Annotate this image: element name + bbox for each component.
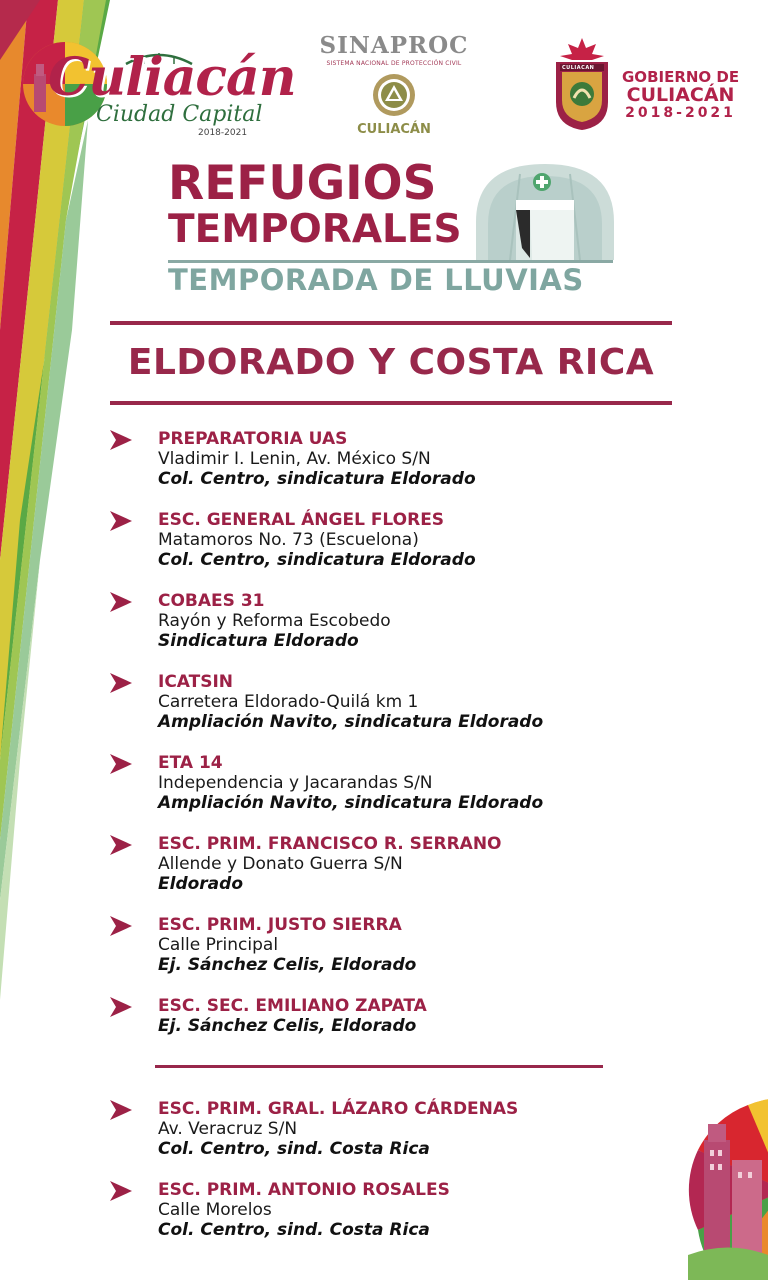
shelter-address: Allende y Donato Guerra S/N xyxy=(158,854,403,874)
chevron-right-icon xyxy=(110,997,132,1017)
shelter-name: PREPARATORIA UAS xyxy=(158,429,348,449)
shelter-item xyxy=(110,591,710,653)
shelter-colony: Eldorado xyxy=(158,874,243,894)
shelter-address: Rayón y Reforma Escobedo xyxy=(158,611,391,631)
municipal-shield-icon xyxy=(552,36,612,134)
logo-subtitle: Ciudad Capital xyxy=(96,102,263,127)
chevron-right-icon xyxy=(110,430,132,450)
title-temporales: TEMPORALES xyxy=(168,207,462,252)
gobierno-line3: 2018-2021 xyxy=(625,104,736,121)
gobierno-culiacan-logo xyxy=(552,36,752,136)
shelter-address: Vladimir I. Lenin, Av. México S/N xyxy=(158,449,431,469)
shelter-address: Matamoros No. 73 (Escuelona) xyxy=(158,530,419,550)
left-decorative-stripes xyxy=(0,0,110,1280)
shelter-colony: Col. Centro, sind. Costa Rica xyxy=(158,1139,430,1159)
chevron-right-icon xyxy=(110,592,132,612)
gobierno-line1: GOBIERNO DE xyxy=(622,68,740,86)
shelter-name: ESC. SEC. EMILIANO ZAPATA xyxy=(158,996,427,1016)
gobierno-line2: CULIACÁN xyxy=(626,83,735,106)
sinaproc-fullname: SISTEMA NACIONAL DE PROTECCIÓN CIVIL xyxy=(326,60,462,67)
shelter-colony: Sindicatura Eldorado xyxy=(158,631,359,651)
chevron-right-icon xyxy=(110,673,132,693)
chevron-right-icon xyxy=(110,1100,132,1120)
logo-years: 2018-2021 xyxy=(198,128,248,138)
chevron-right-icon xyxy=(110,511,132,531)
shelter-item xyxy=(110,510,710,572)
culiacan-ciudad-capital-logo xyxy=(20,34,296,144)
chevron-right-icon xyxy=(110,1181,132,1201)
section-title: ELDORADO Y COSTA RICA xyxy=(127,342,655,383)
shelter-name: COBAES 31 xyxy=(158,591,265,611)
shelter-address: Carretera Eldorado-Quilá km 1 xyxy=(158,692,419,712)
sinaproc-logo xyxy=(316,32,472,144)
shelter-name: ICATSIN xyxy=(158,672,234,692)
shelter-address: Av. Veracruz S/N xyxy=(158,1119,298,1139)
shelter-item xyxy=(110,834,710,896)
shelter-address: Independencia y Jacarandas S/N xyxy=(158,773,433,793)
sinaproc-city: CULIACÁN xyxy=(357,122,431,137)
shelter-item xyxy=(110,915,710,977)
shield-city-label: CULIACAN xyxy=(562,65,595,71)
title-subtitle: TEMPORADA DE LLUVIAS xyxy=(168,263,584,297)
chevron-right-icon xyxy=(110,835,132,855)
shelter-name: ETA 14 xyxy=(158,753,223,773)
shelter-colony: Ej. Sánchez Celis, Eldorado xyxy=(158,955,417,975)
chevron-right-icon xyxy=(110,916,132,936)
shelter-item xyxy=(110,753,710,815)
section-bottom-rule xyxy=(110,401,672,405)
shelter-item xyxy=(110,1099,710,1161)
sinaproc-name: SINAPROC xyxy=(319,32,469,59)
section-top-rule xyxy=(110,321,672,325)
shelter-colony: Col. Centro, sindicatura Eldorado xyxy=(158,550,476,570)
shelter-colony: Ampliación Navito, sindicatura Eldorado xyxy=(158,712,544,732)
shelter-item xyxy=(110,996,710,1038)
logo-wordmark: Culiacán xyxy=(48,47,296,108)
shelter-colony: Col. Centro, sind. Costa Rica xyxy=(158,1220,430,1240)
shelter-name: ESC. PRIM. FRANCISCO R. SERRANO xyxy=(158,834,502,854)
shelter-colony: Ampliación Navito, sindicatura Eldorado xyxy=(158,793,544,813)
shelter-colony: Ej. Sánchez Celis, Eldorado xyxy=(158,1016,417,1036)
shelter-item xyxy=(110,1180,710,1242)
gobierno-text xyxy=(622,70,739,120)
shelter-name: ESC. PRIM. ANTONIO ROSALES xyxy=(158,1180,450,1200)
shelter-tent-icon xyxy=(470,160,620,260)
shelter-address: Calle Morelos xyxy=(158,1200,272,1220)
section-separator xyxy=(155,1065,603,1068)
shelter-name: ESC. PRIM. GRAL. LÁZARO CÁRDENAS xyxy=(158,1099,519,1119)
shelter-item xyxy=(110,429,710,491)
civil-protection-emblem-icon xyxy=(371,72,417,118)
shelter-name: ESC. PRIM. JUSTO SIERRA xyxy=(158,915,402,935)
shelter-item xyxy=(110,672,710,734)
shelter-name: ESC. GENERAL ÁNGEL FLORES xyxy=(158,510,445,530)
chevron-right-icon xyxy=(110,754,132,774)
shelter-colony: Col. Centro, sindicatura Eldorado xyxy=(158,469,476,489)
title-refugios: REFUGIOS xyxy=(168,156,437,211)
shelter-address: Calle Principal xyxy=(158,935,279,955)
